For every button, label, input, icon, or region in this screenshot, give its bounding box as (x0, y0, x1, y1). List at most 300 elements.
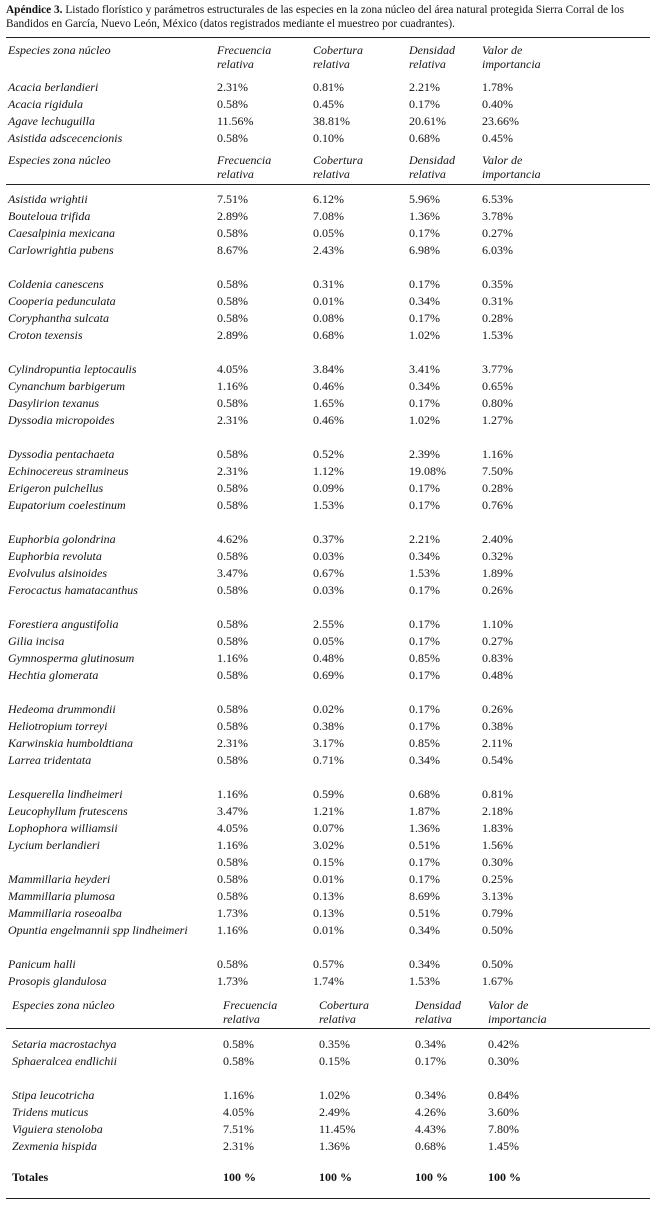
table-row (6, 1087, 650, 1104)
cell-cobertura: 0.37% (313, 532, 344, 546)
bottom-rule (6, 1198, 650, 1199)
cell-cobertura: 0.81% (313, 80, 344, 94)
header-line: relativa (409, 57, 446, 71)
table-row (6, 667, 650, 684)
cell-cobertura: 0.05% (313, 634, 344, 648)
group-gap (6, 939, 650, 956)
cell-densidad: 0.34% (409, 923, 440, 937)
group-gap (6, 684, 650, 701)
cell-densidad: 0.17% (409, 396, 440, 410)
cell-valor: 1.67% (482, 974, 513, 988)
cell-cobertura: 0.10% (313, 131, 344, 145)
cell-densidad: 0.34% (415, 1088, 446, 1102)
cell-valor: 0.80% (482, 396, 513, 410)
cell-frecuencia: 2.31% (217, 736, 248, 750)
table-row (6, 1104, 650, 1121)
cell-frecuencia: 2.89% (217, 328, 248, 342)
cell-cobertura: 7.08% (313, 209, 344, 223)
cell-species: Setaria macrostachya (12, 1037, 117, 1051)
cell-frecuencia: 0.58% (223, 1037, 254, 1051)
header-line: Especies zona núcleo (12, 998, 115, 1012)
cell-frecuencia: 0.58% (217, 957, 248, 971)
cell-frecuencia: 7.51% (223, 1122, 254, 1136)
cell-cobertura: 0.03% (313, 549, 344, 563)
cell-frecuencia: 3.47% (217, 566, 248, 580)
cell-species: Eupatorium coelestinum (8, 498, 126, 512)
table-header (6, 990, 650, 1028)
group-gap (6, 344, 650, 361)
cell-densidad: 1.02% (409, 413, 440, 427)
table-row (6, 973, 650, 990)
cell-species: Caesalpinia mexicana (8, 226, 115, 240)
cell-frecuencia: 0.58% (217, 481, 248, 495)
cell-cobertura: 0.03% (313, 583, 344, 597)
cell-densidad: 0.17% (409, 481, 440, 495)
header-line (12, 1012, 223, 1026)
cell-valor: 0.83% (482, 651, 513, 665)
table-row (6, 378, 650, 395)
table-row (6, 837, 650, 854)
cell-species: Acacia rigidula (8, 97, 83, 111)
table-header (6, 147, 650, 184)
cell-valor: 0.26% (482, 583, 513, 597)
table-row (6, 582, 650, 599)
cell-densidad: 0.34% (409, 549, 440, 563)
cell-cobertura: 0.08% (313, 311, 344, 325)
header-line (8, 57, 217, 71)
header-line: relativa (217, 57, 254, 71)
table-row (6, 113, 650, 130)
cell-frecuencia: 2.31% (217, 413, 248, 427)
cell-valor: 1.83% (482, 821, 513, 835)
table-row (6, 395, 650, 412)
cell-cobertura: 1.36% (319, 1139, 350, 1153)
cell-valor: 6.53% (482, 192, 513, 206)
cell-cobertura: 100 % (319, 1170, 352, 1184)
header-line: relativa (409, 167, 446, 181)
table-row (6, 480, 650, 497)
table-row (6, 130, 650, 147)
cell-valor: 0.50% (482, 957, 513, 971)
cell-densidad: 2.21% (409, 532, 440, 546)
cell-species: Erigeron pulchellus (8, 481, 104, 495)
cell-cobertura: 0.01% (313, 872, 344, 886)
cell-valor: 3.13% (482, 889, 513, 903)
cell-frecuencia: 1.73% (217, 974, 248, 988)
cell-frecuencia: 0.58% (217, 294, 248, 308)
cell-densidad: 1.53% (409, 974, 440, 988)
header-line: Frecuencia (217, 153, 272, 167)
cell-frecuencia: 0.58% (217, 311, 248, 325)
cell-frecuencia: 0.58% (217, 668, 248, 682)
section (6, 990, 650, 1199)
cell-densidad: 1.53% (409, 566, 440, 580)
group-gap (6, 429, 650, 446)
header-line: relativa (313, 57, 350, 71)
cell-species: Cylindropuntia leptocaulis (8, 362, 137, 376)
header-line: relativa (223, 1012, 260, 1026)
spacer (6, 1029, 650, 1036)
cell-frecuencia: 0.58% (217, 226, 248, 240)
cell-species: Sphaeralcea endlichii (12, 1054, 117, 1068)
cell-cobertura: 0.45% (313, 97, 344, 111)
cell-species: Lophophora williamsii (8, 821, 118, 835)
cell-cobertura: 1.12% (313, 464, 344, 478)
cell-frecuencia: 1.16% (217, 787, 248, 801)
header-valor (488, 998, 588, 1026)
cell-densidad: 0.17% (409, 855, 440, 869)
header-line: Valor de (482, 43, 523, 57)
table-row (6, 79, 650, 96)
cell-cobertura: 1.74% (313, 974, 344, 988)
cell-valor: 0.40% (482, 97, 513, 111)
cell-cobertura: 11.45% (319, 1122, 356, 1136)
header-species (6, 153, 217, 181)
cell-valor: 1.78% (482, 80, 513, 94)
cell-valor: 0.79% (482, 906, 513, 920)
cell-valor: 0.84% (488, 1088, 519, 1102)
cell-frecuencia: 1.16% (217, 923, 248, 937)
cell-valor: 0.27% (482, 634, 513, 648)
cell-frecuencia: 4.62% (217, 532, 248, 546)
cell-valor: 2.18% (482, 804, 513, 818)
cell-frecuencia: 0.58% (217, 97, 248, 111)
cell-frecuencia: 0.58% (217, 131, 248, 145)
cell-valor: 0.48% (482, 668, 513, 682)
cell-cobertura: 1.21% (313, 804, 344, 818)
table-row (6, 871, 650, 888)
cell-valor: 0.38% (482, 719, 513, 733)
header-cobertura (313, 153, 409, 181)
cell-frecuencia: 11.56% (217, 114, 254, 128)
cell-densidad: 0.34% (415, 1037, 446, 1051)
header-frecuencia (223, 998, 319, 1026)
cell-species: Dasylirion texanus (8, 396, 99, 410)
header-line: Valor de (488, 998, 529, 1012)
cell-frecuencia: 1.73% (217, 906, 248, 920)
cell-valor: 7.80% (488, 1122, 519, 1136)
section (6, 38, 650, 147)
cell-species: Mammillaria heyderi (8, 872, 111, 886)
header-line: Valor de (482, 153, 523, 167)
cell-species: Euphorbia golondrina (8, 532, 116, 546)
header-line: importancia (488, 1012, 547, 1026)
cell-species: Tridens muticus (12, 1105, 89, 1119)
cell-species: Ferocactus hamatacanthus (8, 583, 138, 597)
header-line (8, 167, 217, 181)
cell-species: Gilia incisa (8, 634, 65, 648)
cell-frecuencia: 0.58% (217, 277, 248, 291)
table-row (6, 276, 650, 293)
cell-valor: 23.66% (482, 114, 519, 128)
header-cobertura (313, 43, 409, 71)
cell-densidad: 0.51% (409, 906, 440, 920)
cell-cobertura: 0.13% (313, 889, 344, 903)
totals-row (6, 1169, 650, 1186)
cell-frecuencia: 8.67% (217, 243, 248, 257)
table-row (6, 225, 650, 242)
header-line: importancia (482, 167, 541, 181)
cell-frecuencia: 4.05% (217, 362, 248, 376)
group-gap (6, 514, 650, 531)
cell-densidad: 0.17% (409, 498, 440, 512)
cell-species: Dyssodia micropoides (8, 413, 115, 427)
cell-cobertura: 1.02% (319, 1088, 350, 1102)
cell-densidad: 0.34% (409, 379, 440, 393)
group-gap (6, 769, 650, 786)
cell-valor: 0.31% (482, 294, 513, 308)
cell-frecuencia: 0.58% (217, 447, 248, 461)
cell-cobertura: 0.59% (313, 787, 344, 801)
cell-cobertura: 0.02% (313, 702, 344, 716)
cell-species: Forestiera angustifolia (8, 617, 119, 631)
cell-valor: 1.45% (488, 1139, 519, 1153)
header-line: Cobertura (319, 998, 370, 1012)
cell-valor: 100 % (488, 1170, 521, 1184)
cell-frecuencia: 2.89% (217, 209, 248, 223)
cell-cobertura: 0.57% (313, 957, 344, 971)
table-row (6, 1121, 650, 1138)
cell-frecuencia: 0.58% (217, 549, 248, 563)
header-frecuencia (217, 43, 313, 71)
table-row (6, 752, 650, 769)
table-row (6, 361, 650, 378)
cell-valor: 1.27% (482, 413, 513, 427)
table-row (6, 888, 650, 905)
cell-species: Mammillaria plumosa (8, 889, 116, 903)
cell-densidad: 1.87% (409, 804, 440, 818)
table-row (6, 633, 650, 650)
cell-frecuencia: 0.58% (217, 889, 248, 903)
cell-densidad: 19.08% (409, 464, 446, 478)
cell-densidad: 0.17% (409, 226, 440, 240)
cell-densidad: 4.43% (415, 1122, 446, 1136)
cell-species: Bouteloua trifida (8, 209, 91, 223)
cell-densidad: 1.02% (409, 328, 440, 342)
cell-species: Hechtia glomerata (8, 668, 99, 682)
header-densidad (415, 998, 488, 1026)
cell-frecuencia: 2.31% (217, 80, 248, 94)
cell-valor: 0.45% (482, 131, 513, 145)
cell-valor: 1.89% (482, 566, 513, 580)
cell-densidad: 0.17% (409, 583, 440, 597)
cell-densidad: 0.34% (409, 294, 440, 308)
header-line: Especies zona núcleo (8, 153, 111, 167)
cell-species: Cooperia pedunculata (8, 294, 116, 308)
cell-valor: 1.53% (482, 328, 513, 342)
cell-frecuencia: 7.51% (217, 192, 248, 206)
cell-species: Coldenia canescens (8, 277, 104, 291)
cell-frecuencia: 0.58% (217, 719, 248, 733)
cell-species: Agave lechuguilla (8, 114, 95, 128)
cell-valor: 0.27% (482, 226, 513, 240)
cell-species: Asistida adscecencionis (8, 131, 123, 145)
cell-species: Zexmenia hispida (12, 1139, 97, 1153)
cell-frecuencia: 0.58% (217, 617, 248, 631)
cell-cobertura: 0.09% (313, 481, 344, 495)
table-row (6, 497, 650, 514)
cell-densidad: 0.17% (409, 702, 440, 716)
cell-cobertura: 0.15% (319, 1054, 350, 1068)
cell-cobertura: 0.01% (313, 923, 344, 937)
spacer (6, 1186, 650, 1198)
cell-densidad: 0.17% (409, 872, 440, 886)
cell-cobertura: 0.15% (313, 855, 344, 869)
cell-cobertura: 3.84% (313, 362, 344, 376)
cell-densidad: 20.61% (409, 114, 446, 128)
header-line: Frecuencia (217, 43, 272, 57)
table-row (6, 922, 650, 939)
cell-cobertura: 1.53% (313, 498, 344, 512)
table-row (6, 531, 650, 548)
cell-frecuencia: 3.47% (217, 804, 248, 818)
table-row (6, 1036, 650, 1053)
cell-valor: 0.30% (488, 1054, 519, 1068)
cell-species: Evolvulus alsinoides (8, 566, 107, 580)
cell-species: Hedeoma drummondii (8, 702, 116, 716)
cell-species: Acacia berlandieri (8, 80, 99, 94)
table-row (6, 293, 650, 310)
cell-valor: 3.60% (488, 1105, 519, 1119)
cell-valor: 2.40% (482, 532, 513, 546)
table-row (6, 96, 650, 113)
cell-valor: 1.56% (482, 838, 513, 852)
cell-cobertura: 0.71% (313, 753, 344, 767)
table-row (6, 565, 650, 582)
cell-species: Echinocereus stramineus (8, 464, 129, 478)
cell-frecuencia: 2.31% (217, 464, 248, 478)
cell-valor: 0.30% (482, 855, 513, 869)
cell-species: Coryphantha sulcata (8, 311, 109, 325)
header-valor (482, 153, 582, 181)
cell-frecuencia: 0.58% (217, 872, 248, 886)
cell-densidad: 0.51% (409, 838, 440, 852)
section (6, 147, 650, 990)
cell-valor: 6.03% (482, 243, 513, 257)
cell-cobertura: 3.02% (313, 838, 344, 852)
cell-species: Cynanchum barbigerum (8, 379, 125, 393)
cell-valor: 0.32% (482, 549, 513, 563)
cell-valor: 1.16% (482, 447, 513, 461)
cell-cobertura: 0.38% (313, 719, 344, 733)
cell-valor: 0.81% (482, 787, 513, 801)
cell-species: Stipa leucotricha (12, 1088, 95, 1102)
cell-valor: 0.25% (482, 872, 513, 886)
header-line: relativa (217, 167, 254, 181)
header-species (6, 998, 223, 1026)
table-row (6, 650, 650, 667)
table-row (6, 718, 650, 735)
header-species (6, 43, 217, 71)
cell-densidad: 3.41% (409, 362, 440, 376)
table-row (6, 803, 650, 820)
species-table (6, 37, 650, 1199)
cell-species: Panicum halli (8, 957, 76, 971)
cell-densidad: 0.17% (409, 719, 440, 733)
table-row (6, 616, 650, 633)
cell-cobertura: 1.65% (313, 396, 344, 410)
cell-valor: 0.28% (482, 311, 513, 325)
cell-densidad: 4.26% (415, 1105, 446, 1119)
header-line: Densidad (409, 153, 455, 167)
cell-species: Gymnosperma glutinosum (8, 651, 135, 665)
cell-cobertura: 0.69% (313, 668, 344, 682)
header-densidad (409, 153, 482, 181)
cell-cobertura: 2.55% (313, 617, 344, 631)
cell-cobertura: 0.07% (313, 821, 344, 835)
cell-frecuencia: 0.58% (217, 396, 248, 410)
cell-species: Opuntia engelmannii spp lindheimeri (8, 923, 188, 937)
header-line: Cobertura (313, 43, 364, 57)
cell-species: Heliotropium torreyi (8, 719, 108, 733)
cell-cobertura: 0.35% (319, 1037, 350, 1051)
cell-densidad: 0.68% (409, 131, 440, 145)
header-line: relativa (415, 1012, 452, 1026)
cell-densidad: 0.34% (409, 753, 440, 767)
cell-valor: 7.50% (482, 464, 513, 478)
cell-species: Dyssodia pentachaeta (8, 447, 115, 461)
cell-species: Larrea tridentata (8, 753, 92, 767)
cell-densidad: 0.17% (409, 311, 440, 325)
cell-frecuencia: 2.31% (223, 1139, 254, 1153)
cell-densidad: 2.21% (409, 80, 440, 94)
cell-cobertura: 0.46% (313, 413, 344, 427)
table-row (6, 1138, 650, 1155)
cell-valor: 3.77% (482, 362, 513, 376)
cell-densidad: 0.17% (415, 1054, 446, 1068)
cell-frecuencia: 4.05% (217, 821, 248, 835)
cell-species: Prosopis glandulosa (8, 974, 107, 988)
table-row (6, 412, 650, 429)
caption-text: Listado florístico y parámetros estructurales de las especies en la zona núcleo del área natural protegida Sierra Corral de los Bandidos en García, Nuevo León, México (datos registrados mediante el muestreo por cuadrantes). (6, 4, 624, 30)
cell-species: Euphorbia revoluta (8, 549, 102, 563)
table-row (6, 956, 650, 973)
cell-species: Leucophyllum frutescens (8, 804, 128, 818)
group-gap (6, 259, 650, 276)
cell-cobertura: 2.49% (319, 1105, 350, 1119)
cell-densidad: 0.17% (409, 634, 440, 648)
cell-frecuencia: 1.16% (217, 838, 248, 852)
table-row (6, 701, 650, 718)
table-row (6, 905, 650, 922)
cell-densidad: 0.85% (409, 736, 440, 750)
cell-cobertura: 0.46% (313, 379, 344, 393)
cell-valor: 0.50% (482, 923, 513, 937)
cell-frecuencia: 100 % (223, 1170, 256, 1184)
cell-cobertura: 0.05% (313, 226, 344, 240)
cell-valor: 0.42% (488, 1037, 519, 1051)
cell-densidad: 8.69% (409, 889, 440, 903)
cell-valor: 0.65% (482, 379, 513, 393)
cell-valor: 0.35% (482, 277, 513, 291)
cell-cobertura: 0.13% (313, 906, 344, 920)
cell-frecuencia: 0.58% (223, 1054, 254, 1068)
cell-frecuencia: 0.58% (217, 702, 248, 716)
cell-densidad: 2.39% (409, 447, 440, 461)
cell-valor: 1.10% (482, 617, 513, 631)
table-header (6, 38, 650, 79)
cell-species: Viguiera stenoloba (12, 1122, 103, 1136)
cell-frecuencia: 0.58% (217, 498, 248, 512)
cell-valor: 0.76% (482, 498, 513, 512)
cell-species: Carlowrightia pubens (8, 243, 114, 257)
header-line: Densidad (409, 43, 455, 57)
cell-densidad: 100 % (415, 1170, 448, 1184)
cell-frecuencia: 1.16% (217, 379, 248, 393)
cell-cobertura: 6.12% (313, 192, 344, 206)
header-line: relativa (319, 1012, 356, 1026)
cell-cobertura: 38.81% (313, 114, 350, 128)
